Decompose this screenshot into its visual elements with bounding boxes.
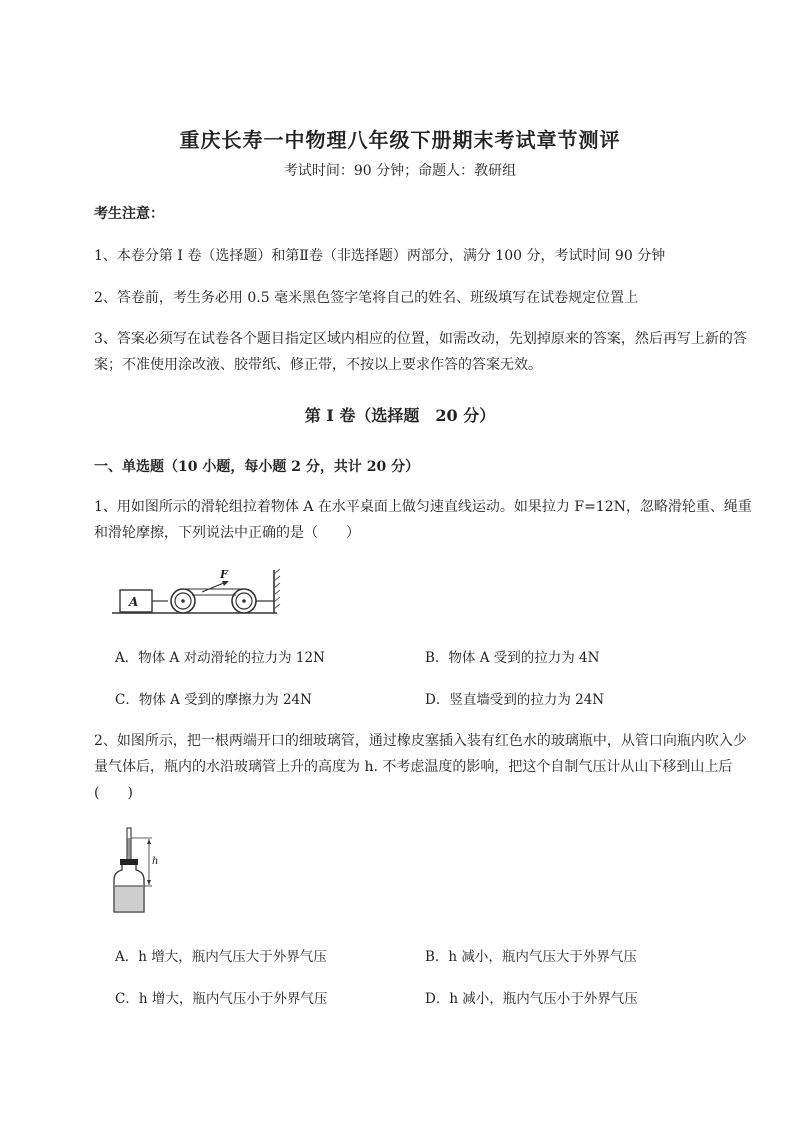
exam-info: 考试时间：90 分钟；命题人：教研组	[283, 163, 517, 179]
question-1-text: 1、用如图所示的滑轮组拉着物体 A 在水平桌面上做匀速直线运动。如果拉力 F=12N，忽略滑轮重、绳重和滑轮摩擦，下列说法中正确的是（ ）	[94, 499, 752, 541]
notice-item-3: 3、答案必须写在试卷各个题目指定区域内相应的位置，如需改动，先划掉原来的答案，然后再写上新的答案；不准使用涂改液、胶带纸、修正带，不按以上要求作答的答案无效。	[94, 331, 747, 373]
height-h-label: h	[152, 856, 159, 867]
notice-item-2: 2、答卷前，考生务必用 0.5 毫米黑色签字笔将自己的姓名、班级填写在试卷规定位置上	[94, 290, 639, 306]
q1-option-c[interactable]: C．物体 A 受到的摩擦力为 24N	[115, 692, 312, 708]
block-a-label: A	[129, 595, 139, 609]
notice-item-1: 1、本卷分第 I 卷（选择题）和第Ⅱ卷（非选择题）两部分，满分 100 分，考试时间 90 分钟	[94, 248, 666, 264]
q2-option-c[interactable]: C．h 增大，瓶内气压小于外界气压	[115, 991, 328, 1007]
q1-option-a[interactable]: A．物体 A 对动滑轮的拉力为 12N	[115, 650, 325, 666]
force-f-label: F	[220, 568, 228, 581]
part-title: 一、单选题（10 小题，每小题 2 分，共计 20 分）	[94, 459, 420, 475]
pulley-figure	[112, 566, 287, 618]
page-title: 重庆长寿一中物理八年级下册期末考试章节测评	[179, 128, 621, 152]
section-title: 第 I 卷（选择题 20 分）	[304, 406, 496, 425]
barometer-figure	[108, 826, 168, 918]
question-2-text: 2、如图所示，把一根两端开口的细玻璃管，通过橡皮塞插入装有红色水的玻璃瓶中，从管口向瓶内吹入少量气体后，瓶内的水沿玻璃管上升的高度为 h. 不考虑温度的影响，把这个自制气压计从山下移到山上后( )	[94, 733, 747, 801]
q2-option-b[interactable]: B．h 减小，瓶内气压大于外界气压	[425, 949, 637, 965]
q2-option-a[interactable]: A．h 增大，瓶内气压大于外界气压	[115, 949, 327, 965]
q2-option-d[interactable]: D．h 减小，瓶内气压小于外界气压	[425, 991, 638, 1007]
notice-heading: 考生注意：	[94, 206, 164, 222]
q1-option-d[interactable]: D．竖直墙受到的拉力为 24N	[425, 692, 605, 708]
q1-option-b[interactable]: B．物体 A 受到的拉力为 4N	[425, 650, 600, 666]
